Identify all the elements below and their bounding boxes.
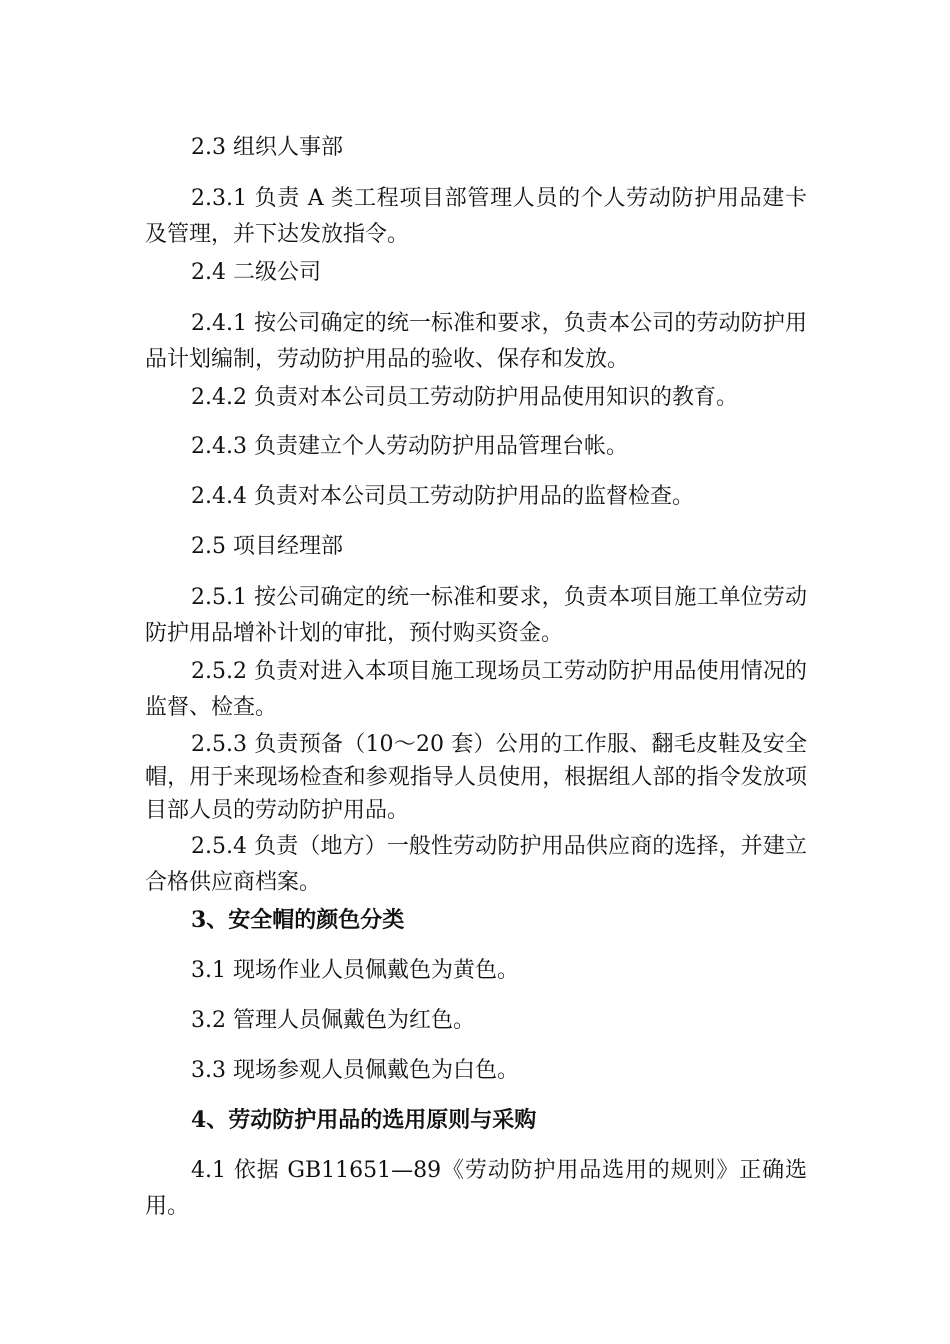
paragraph-2-3-1: 2.3.1 负责 A 类工程项目部管理人员的个人劳动防护用品建卡及管理，并下达发放指令。 <box>145 186 807 247</box>
paragraph-2-5-3: 2.5.3 负责预备（10～20 套）公用的工作服、翻毛皮鞋及安全帽，用于来现场检查和参观指导人员使用，根据组人部的指令发放项目部人员的劳动防护用品。 <box>145 732 807 823</box>
paragraph-2-4-3: 2.4.3 负责建立个人劳动防护用品管理台帐。 <box>191 434 628 459</box>
paragraph-2-5-1: 2.5.1 按公司确定的统一标准和要求，负责本项目施工单位劳动防护用品增补计划的审批，预付购买资金。 <box>145 585 807 646</box>
paragraph-2-5: 2.5 项目经理部 <box>191 534 343 559</box>
paragraph-2-3: 2.3 组织人事部 <box>191 135 343 160</box>
paragraph-2-5-4: 2.5.4 负责（地方）一般性劳动防护用品供应商的选择，并建立合格供应商档案。 <box>145 834 807 895</box>
paragraph-2-4-1: 2.4.1 按公司确定的统一标准和要求，负责本公司的劳动防护用品计划编制，劳动防护用品的验收、保存和发放。 <box>145 311 807 372</box>
paragraph-3-1: 3.1 现场作业人员佩戴色为黄色。 <box>191 958 519 983</box>
paragraph-4-1: 4.1 依据 GB11651—89《劳动防护用品选用的规则》正确选用。 <box>145 1158 807 1219</box>
paragraph-2-4-2: 2.4.2 负责对本公司员工劳动防护用品使用知识的教育。 <box>191 385 738 410</box>
section-heading-4: 4、劳动防护用品的选用原则与采购 <box>191 1107 537 1133</box>
paragraph-2-4-4: 2.4.4 负责对本公司员工劳动防护用品的监督检查。 <box>191 484 694 509</box>
paragraph-2-4: 2.4 二级公司 <box>191 260 321 285</box>
section-heading-3: 3、安全帽的颜色分类 <box>191 907 405 933</box>
paragraph-3-2: 3.2 管理人员佩戴色为红色。 <box>191 1008 475 1033</box>
paragraph-3-3: 3.3 现场参观人员佩戴色为白色。 <box>191 1058 519 1083</box>
paragraph-2-5-2: 2.5.2 负责对进入本项目施工现场员工劳动防护用品使用情况的监督、检查。 <box>145 659 807 720</box>
